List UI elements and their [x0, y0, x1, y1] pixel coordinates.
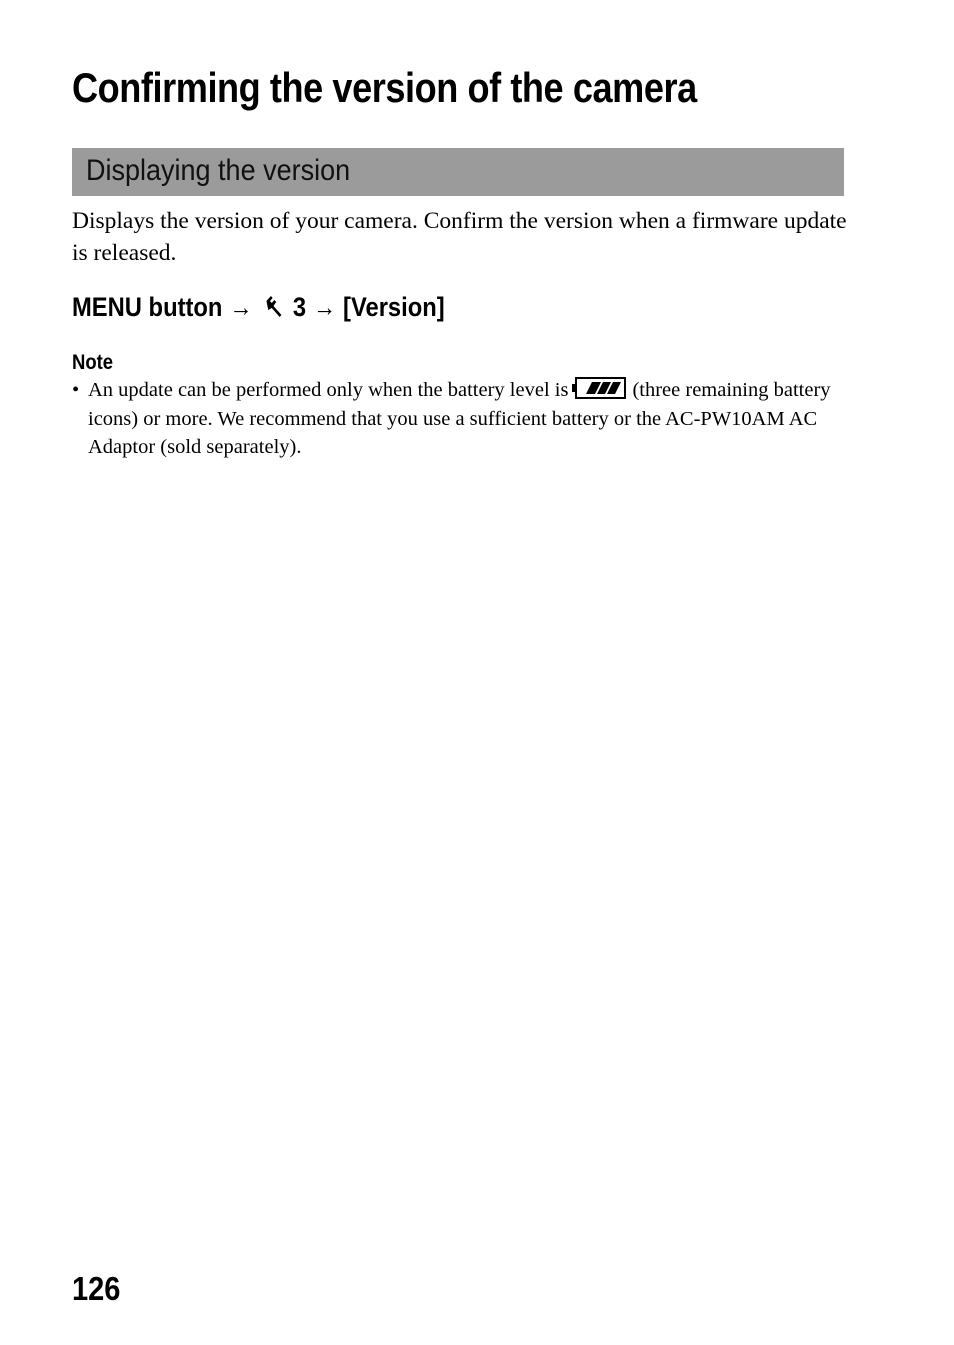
menu-button-label: MENU button [72, 291, 223, 322]
version-menu-item: [Version] [343, 291, 445, 322]
intro-paragraph: Displays the version of your camera. Confirm the version when a firmware update is released. [72, 208, 847, 266]
arrow-icon: → [313, 291, 336, 322]
section-heading: Displaying the version [86, 154, 351, 187]
menu-path [72, 290, 445, 324]
section-heading-band [72, 148, 844, 196]
arrow-icon: → [229, 291, 253, 322]
note-item [72, 376, 842, 462]
note-text [72, 376, 842, 462]
note-text-after-icon: (three remaining battery icons) or more. We recommend that you use a sufficient battery or the AC-PW10AM AC Adaptor (sold separately). [88, 379, 831, 458]
battery-three-bars-icon [572, 377, 626, 399]
page-number: 126 [72, 1270, 121, 1307]
page-title: Confirming the version of the camera [72, 64, 697, 111]
note-text-before-icon: An update can be performed only when the battery level is [88, 379, 569, 401]
note-label: Note [72, 351, 114, 374]
bullet: • [72, 379, 80, 401]
setup-page-number: 3 [292, 291, 307, 322]
wrench-icon [263, 295, 284, 319]
